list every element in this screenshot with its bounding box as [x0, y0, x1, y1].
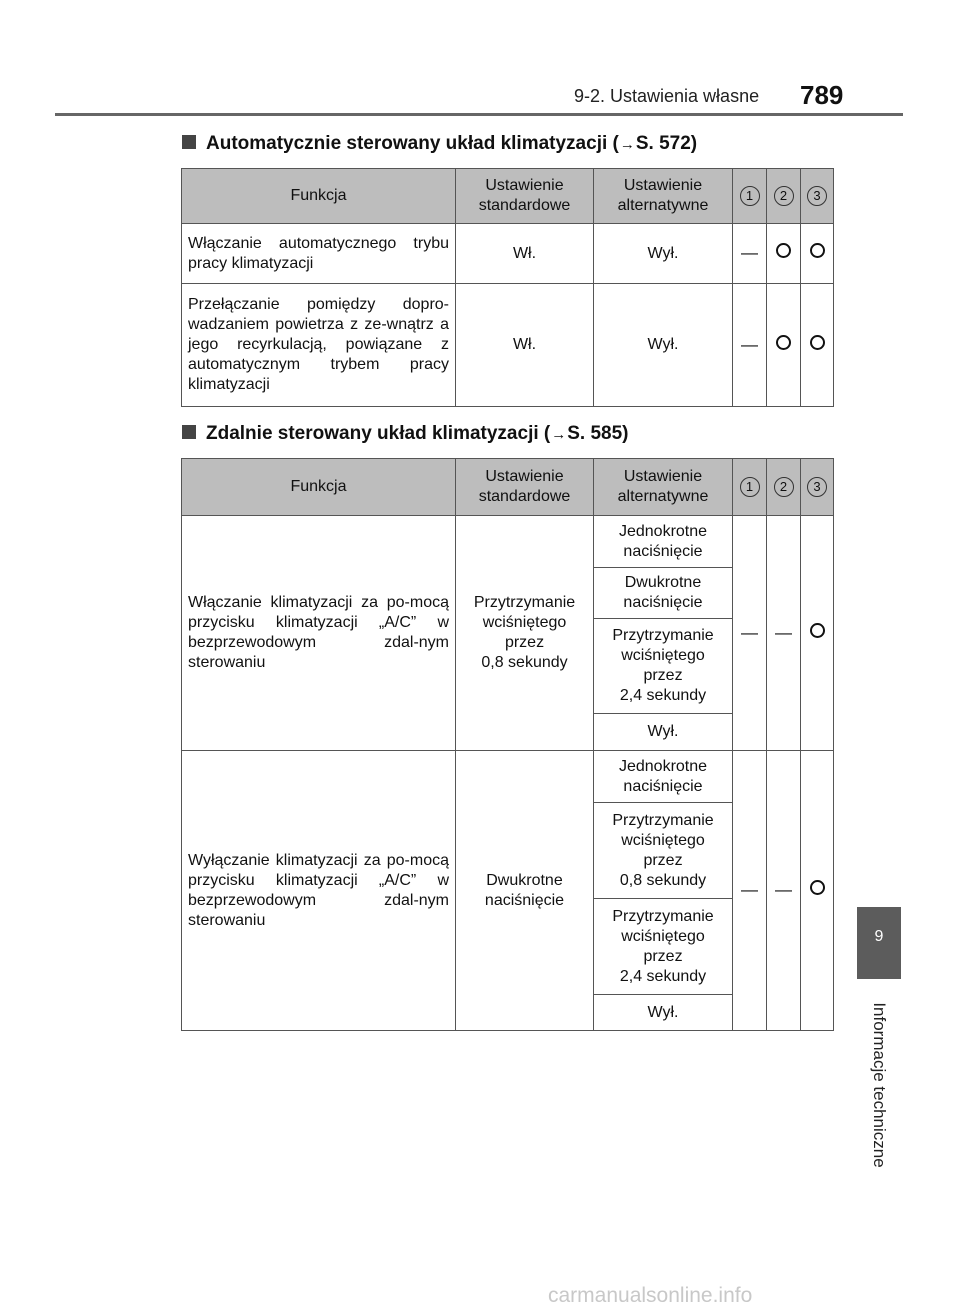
setting-2-cell	[767, 224, 801, 284]
table-header-row	[182, 459, 834, 516]
dash-mark: —	[775, 622, 792, 642]
chapter-number: 9	[874, 928, 884, 945]
col-header-3	[801, 459, 834, 516]
circled-number-1: 1	[740, 186, 760, 206]
function-cell: Włączanie klimatyzacji za po-mocą przycisku klimatyzacji „A/C” w bezprzewodowym zdal-nym sterowaniu	[182, 516, 456, 751]
col-header-1	[733, 169, 767, 224]
col-header-3	[801, 169, 834, 224]
table-row	[182, 516, 834, 568]
circled-number-2: 2	[774, 477, 794, 497]
arrow-right-icon: →	[551, 426, 567, 443]
col-header-standard: Ustawienie standardowe	[456, 459, 594, 516]
alternative-cell: Dwukrotne naciśnięcie	[594, 568, 733, 619]
col-header-function: Funkcja	[182, 169, 456, 224]
settings-table-automatic	[181, 168, 834, 407]
setting-2-cell	[767, 751, 801, 1031]
circled-number-2: 2	[774, 186, 794, 206]
section-heading: 9-2. Ustawienia własne	[574, 86, 760, 106]
section-title-automatic: Automatycznie sterowany układ klimatyzacji (→S. 572)	[182, 133, 697, 155]
setting-1-cell	[733, 284, 767, 407]
standard-cell: Dwukrotne naciśnięcie	[456, 751, 594, 1031]
standard-cell: Przytrzymanie wciśniętego przez 0,8 sekundy	[456, 516, 594, 751]
dash-mark: —	[741, 334, 758, 354]
table-row	[182, 284, 834, 407]
setting-2-cell	[767, 284, 801, 407]
settings-table-remote	[181, 458, 834, 1031]
alternative-cell: Jednokrotne naciśnięcie	[594, 751, 733, 803]
standard-cell: Wł.	[456, 284, 594, 407]
circled-number-3: 3	[807, 186, 827, 206]
setting-1-cell	[733, 224, 767, 284]
alternative-cell: Przytrzymanie wciśniętego przez 2,4 sekundy	[594, 899, 733, 995]
dash-mark: —	[741, 243, 758, 262]
alternative-cell: Przytrzymanie wciśniętego przez 2,4 sekundy	[594, 619, 733, 714]
setting-3-cell	[801, 751, 834, 1031]
circled-number-3: 3	[807, 477, 827, 497]
dash-mark: —	[741, 880, 758, 899]
square-bullet-icon	[182, 135, 196, 149]
page-number: 789	[800, 80, 844, 110]
chapter-tab	[857, 907, 901, 979]
setting-3-cell	[801, 516, 834, 751]
col-header-function: Funkcja	[182, 459, 456, 516]
chapter-label: Informacje techniczne	[870, 1002, 889, 1168]
table-row	[182, 751, 834, 803]
col-header-standard: Ustawienie standardowe	[456, 169, 594, 224]
circled-number-1: 1	[740, 477, 760, 497]
alternative-cell: Wył.	[594, 284, 733, 407]
alternative-cell: Wył.	[594, 995, 733, 1031]
function-cell: Wyłączanie klimatyzacji za po-mocą przycisku klimatyzacji „A/C” w bezprzewodowym zdal-nym sterowaniu	[182, 751, 456, 1031]
circle-mark-icon	[810, 623, 825, 638]
setting-3-cell	[801, 224, 834, 284]
circle-mark-icon	[776, 335, 791, 350]
dash-mark: —	[775, 880, 792, 899]
col-header-2	[767, 459, 801, 516]
setting-3-cell	[801, 284, 834, 407]
header-divider	[55, 113, 903, 116]
circle-mark-icon	[776, 243, 791, 258]
function-cell: Przełączanie pomiędzy dopro-wadzaniem powietrza z ze-wnątrz a jego recyrkulacją, powiązane z automatycznym trybem pracy klimatyzacji	[182, 284, 456, 407]
section-page-ref: S. 585)	[567, 423, 629, 444]
alternative-cell: Jednokrotne naciśnięcie	[594, 516, 733, 568]
alternative-cell: Przytrzymanie wciśniętego przez 0,8 sekundy	[594, 803, 733, 899]
alternative-cell: Wył.	[594, 224, 733, 284]
setting-1-cell	[733, 516, 767, 751]
section-page-ref: S. 572)	[635, 133, 698, 154]
col-header-alternative: Ustawienie alternatywne	[594, 169, 733, 224]
setting-2-cell	[767, 516, 801, 751]
watermark: carmanualsonline.info	[548, 1284, 753, 1307]
dash-mark: —	[741, 622, 758, 642]
table-header-row	[182, 169, 834, 224]
standard-cell: Wł.	[456, 224, 594, 284]
function-cell: Włączanie automatycznego trybu pracy klimatyzacji	[182, 224, 456, 284]
circle-mark-icon	[810, 335, 825, 350]
alternative-cell: Wył.	[594, 714, 733, 751]
col-header-alternative: Ustawienie alternatywne	[594, 459, 733, 516]
section-title-remote: Zdalnie sterowany układ klimatyzacji (→S. 585)	[182, 423, 629, 445]
circle-mark-icon	[810, 243, 825, 258]
square-bullet-icon	[182, 425, 196, 439]
col-header-2	[767, 169, 801, 224]
col-header-1	[733, 459, 767, 516]
setting-1-cell	[733, 751, 767, 1031]
arrow-right-icon: →	[619, 136, 635, 153]
table-row	[182, 224, 834, 284]
circle-mark-icon	[810, 880, 825, 895]
